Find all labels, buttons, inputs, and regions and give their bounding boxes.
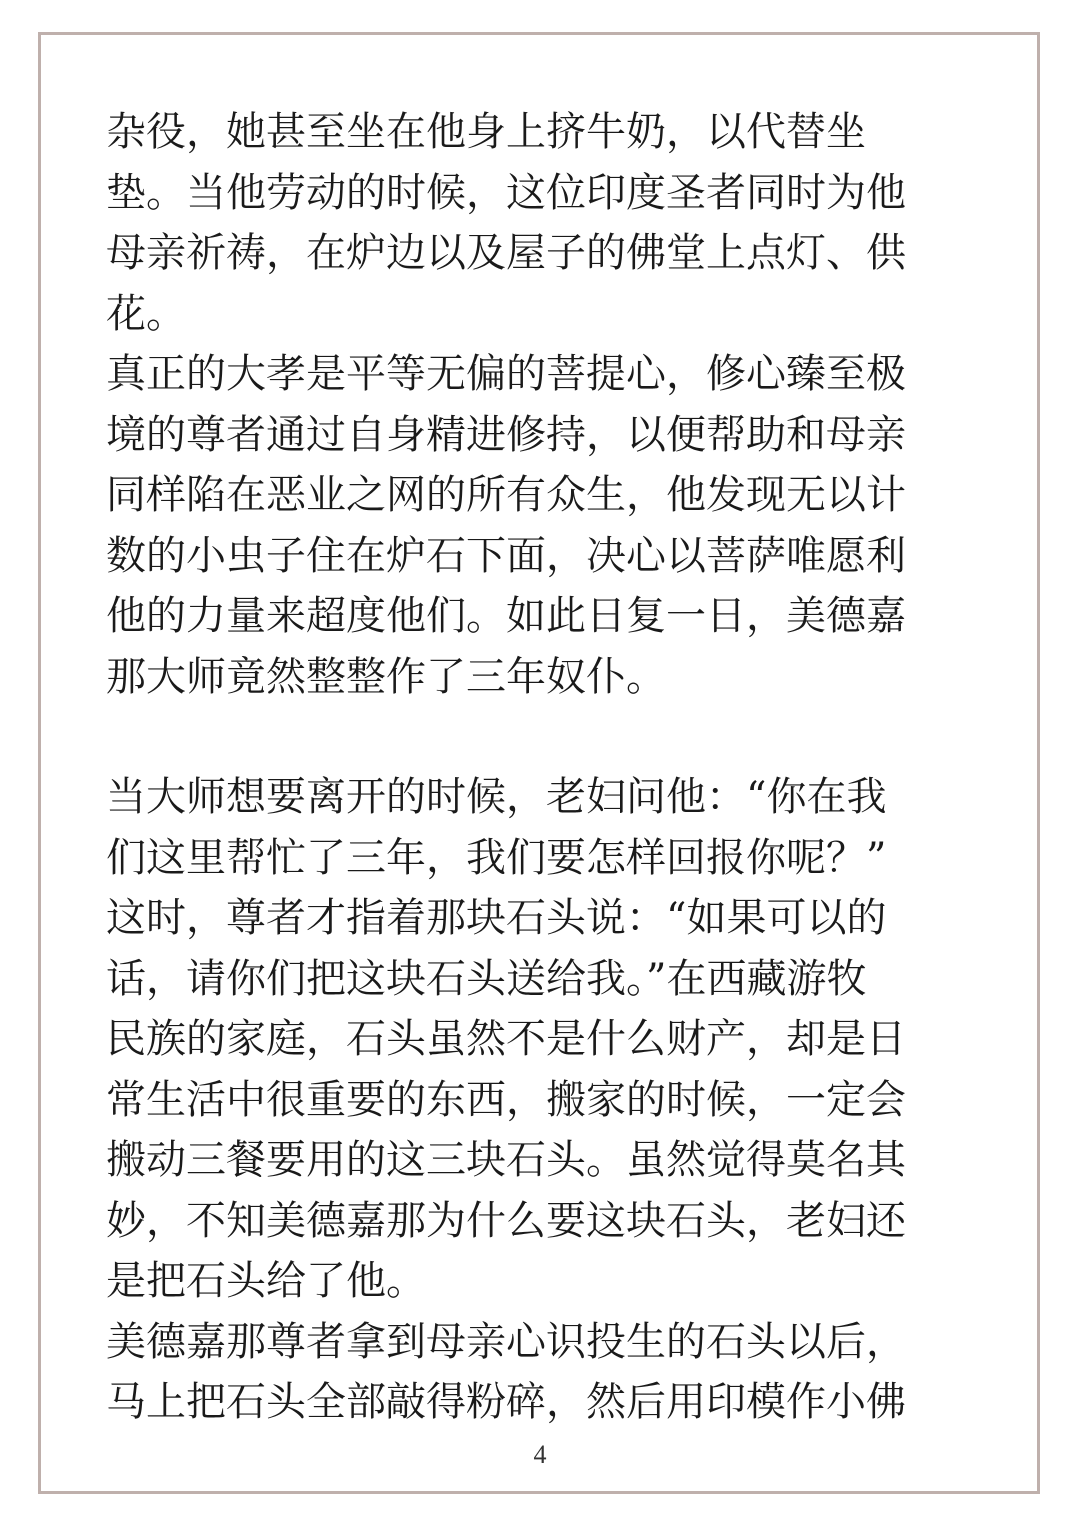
text-line: 当大师想要离开的时候，老妇问他：“你在我 — [106, 774, 887, 820]
text-line: 妙，不知美德嘉那为什么要这块石头，老妇还 — [106, 1197, 906, 1244]
page-number: 4 — [533, 1440, 547, 1469]
text-line: 他的力量来超度他们。如此日复一日，美德嘉 — [106, 593, 906, 639]
paragraph-1 — [106, 102, 986, 344]
text-line: 境的尊者通过自身精进修持，以便帮助和母亲 — [106, 411, 906, 458]
text-line: 是把石头给了他。 — [106, 1258, 426, 1304]
text-line: 真正的大孝是平等无偏的菩提心，修心臻至极 — [106, 351, 906, 397]
document-body — [106, 102, 986, 1433]
paragraph-4 — [106, 1312, 986, 1433]
text-line: 同样陷在恶业之网的所有众生，他发现无以计 — [106, 472, 906, 518]
paragraph-spacer — [106, 707, 986, 767]
text-line: 这时，尊者才指着那块石头说：“如果可以的 — [106, 895, 887, 941]
text-line: 常生活中很重要的东西，搬家的时候，一定会 — [106, 1076, 906, 1123]
text-line: 母亲祈祷，在炉边以及屋子的佛堂上点灯、供 — [106, 230, 906, 276]
text-line: 话，请你们把这块石头送给我。”在西藏游牧 — [106, 955, 867, 1002]
text-line: 杂役，她甚至坐在他身上挤牛奶，以代替坐 — [106, 109, 866, 155]
text-line: 民族的家庭，石头虽然不是什么财产，却是日 — [106, 1016, 906, 1062]
text-line: 花。 — [106, 290, 186, 337]
text-line: 们这里帮忙了三年，我们要怎样回报你呢？” — [106, 834, 887, 881]
text-line: 垫。当他劳动的时候，这位印度圣者同时为他 — [106, 169, 906, 216]
text-line: 那大师竟然整整作了三年奴仆。 — [106, 653, 666, 700]
paragraph-2 — [106, 344, 986, 707]
text-line: 马上把石头全部敲得粉碎，然后用印模作小佛 — [106, 1379, 906, 1425]
text-line: 数的小虫子住在炉石下面，决心以菩萨唯愿利 — [106, 532, 906, 579]
text-line: 美德嘉那尊者拿到母亲心识投生的石头以后， — [106, 1318, 906, 1365]
paragraph-3 — [106, 767, 986, 1312]
text-line: 搬动三餐要用的这三块石头。虽然觉得莫名其 — [106, 1137, 906, 1183]
